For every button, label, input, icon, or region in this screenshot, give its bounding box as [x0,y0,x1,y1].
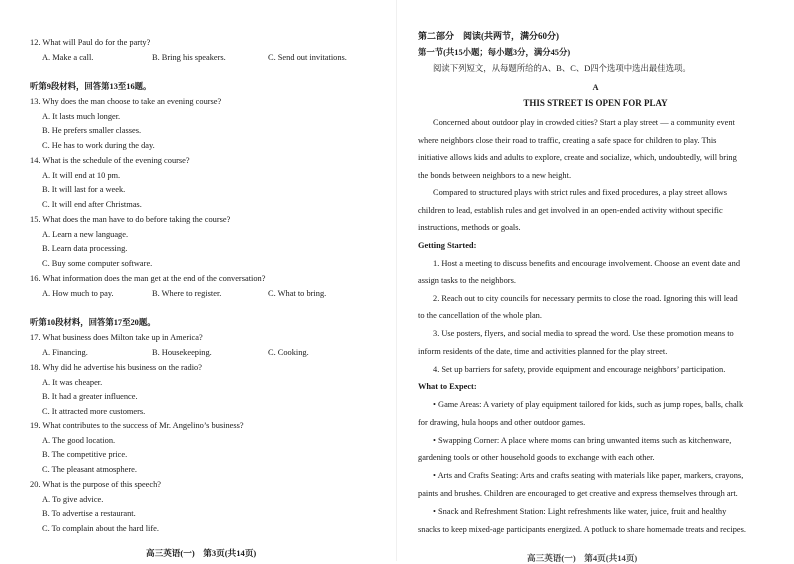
q20-stem: 20. What is the purpose of this speech? [30,480,162,489]
section-9-heading: 听第9段材料，回答第13至16题。 [30,82,152,91]
q12-stem: 12. What will Paul do for the party? [30,38,151,47]
section-10-heading: 听第10段材料，回答第17至20题。 [30,318,156,327]
passage-line: where neighbors close their road to traffic, creating a safe space for children to play. This [418,136,717,145]
q15-option-b: B. Learn data processing. [42,244,128,253]
q19-option-b: B. The competitive price. [42,450,128,459]
q17-option-c: C. Cooking. [268,348,309,357]
passage-line: gardening tools or other household goods to exchange with each other. [418,453,655,462]
passage-line: for drawing, hula hoops and other outdoor games. [418,418,586,427]
passage-line: to the cancellation of the whole plan. [418,311,542,320]
passage-line: the bonds between neighbors to a new height. [418,171,572,180]
passage-line: 3. Use posters, flyers, and social media to spread the word. Use these promotion means to [433,329,734,338]
q13-stem: 13. Why does the man choose to take an evening course? [30,97,222,106]
passage-line: 4. Set up barriers for safety, provide equipment and encourage neighbors’ participation. [433,365,726,374]
passage-line: instructions, methods or goals. [418,223,521,232]
q16-stem: 16. What information does the man get at the end of the conversation? [30,274,266,283]
q20-option-c: C. To complain about the hard life. [42,524,159,533]
passage-line: 2. Reach out to city councils for necessary permits to close the road. Ignoring this will lead [433,294,738,303]
q17-option-a: A. Financing. [42,348,88,357]
left-page-footer: 高三英语(一) 第3页(共14页) [146,548,257,558]
passage-letter: A [592,83,599,92]
q16-option-c: C. What to bring. [268,289,327,298]
q19-option-a: A. The good location. [42,436,116,445]
q13-option-b: B. He prefers smaller classes. [42,126,142,135]
q18-option-b: B. It had a greater influence. [42,392,138,401]
q16-option-b: B. Where to register. [152,289,222,298]
passage-line: Concerned about outdoor play in crowded cities? Start a play street — a community event [433,118,735,127]
what-to-expect-heading: What to Expect: [418,382,477,391]
passage-line: 1. Host a meeting to discuss benefits and encourage involvement. Choose an event date and [433,259,741,268]
q19-stem: 19. What contributes to the success of Mr. Angelino’s business? [30,421,244,430]
q14-option-a: A. It will end at 10 pm. [42,171,121,180]
passage-line: children to lead, establish rules and get involved in an open-ended activity without specific [418,206,723,215]
passage-line: assign tasks to the neighbors. [418,276,516,285]
q15-option-c: C. Buy some computer software. [42,259,153,268]
q20-option-a: A. To give advice. [42,495,104,504]
q15-option-a: A. Learn a new language. [42,230,129,239]
q18-stem: 18. Why did he advertise his business on the radio? [30,363,202,372]
q19-option-c: C. The pleasant atmosphere. [42,465,137,474]
passage-line: paints and brushes. Children are encouraged to get creative and express themselves through art. [418,489,738,498]
passage-title: THIS STREET IS OPEN FOR PLAY [523,98,668,108]
q14-stem: 14. What is the schedule of the evening course? [30,156,190,165]
right-page-footer: 高三英语(一) 第4页(共14页) [527,553,638,563]
part-two-heading: 第二部分 阅读(共两节，满分60分) [418,31,559,41]
q16-option-a: A. How much to pay. [42,289,114,298]
q18-option-c: C. It attracted more customers. [42,407,146,416]
passage-line: initiative allows kids and adults to explore, create and socialize, which, undoubtedly, will bring [418,153,737,162]
q12-option-c: C. Send out invitations. [268,53,347,62]
q12-option-b: B. Bring his speakers. [152,53,226,62]
q14-option-b: B. It will last for a week. [42,185,126,194]
passage-line: Compared to structured plays with strict rules and fixed procedures, a play street allows [433,188,727,197]
passage-line: • Arts and Crafts Seating: Arts and crafts seating with materials like paper, markers, crayons, [433,471,744,480]
section-one-heading: 第一节(共15小题；每小题3分，满分45分) [418,48,571,57]
q15-stem: 15. What does the man have to do before taking the course? [30,215,231,224]
passage-line: snacks to keep mixed-age participants energized. A potluck to share homemade treats and recipes. [418,525,746,534]
q17-stem: 17. What business does Milton take up in America? [30,333,203,342]
q20-option-b: B. To advertise a restaurant. [42,509,136,518]
q13-option-c: C. He has to work during the day. [42,141,155,150]
q14-option-c: C. It will end after Christmas. [42,200,142,209]
q17-option-b: B. Housekeeping. [152,348,212,357]
passage-line: • Game Areas: A variety of play equipment tailored for kids, such as jump ropes, balls, chalk [433,400,744,409]
getting-started-heading: Getting Started: [418,241,477,250]
q18-option-a: A. It was cheaper. [42,378,103,387]
passage-line: inform residents of the date, time and activities planned for the play street. [418,347,668,356]
q12-option-a: A. Make a call. [42,53,94,62]
q13-option-a: A. It lasts much longer. [42,112,121,121]
passage-line: • Snack and Refreshment Station: Light refreshments like water, juice, fruit and healthy [433,507,727,516]
passage-line: • Swapping Corner: A place where moms can bring unwanted items such as kitchenware, [433,436,732,445]
reading-instruction: 阅读下列短文，从每题所给的A、B、C、D四个选项中选出最佳选项。 [433,64,691,73]
